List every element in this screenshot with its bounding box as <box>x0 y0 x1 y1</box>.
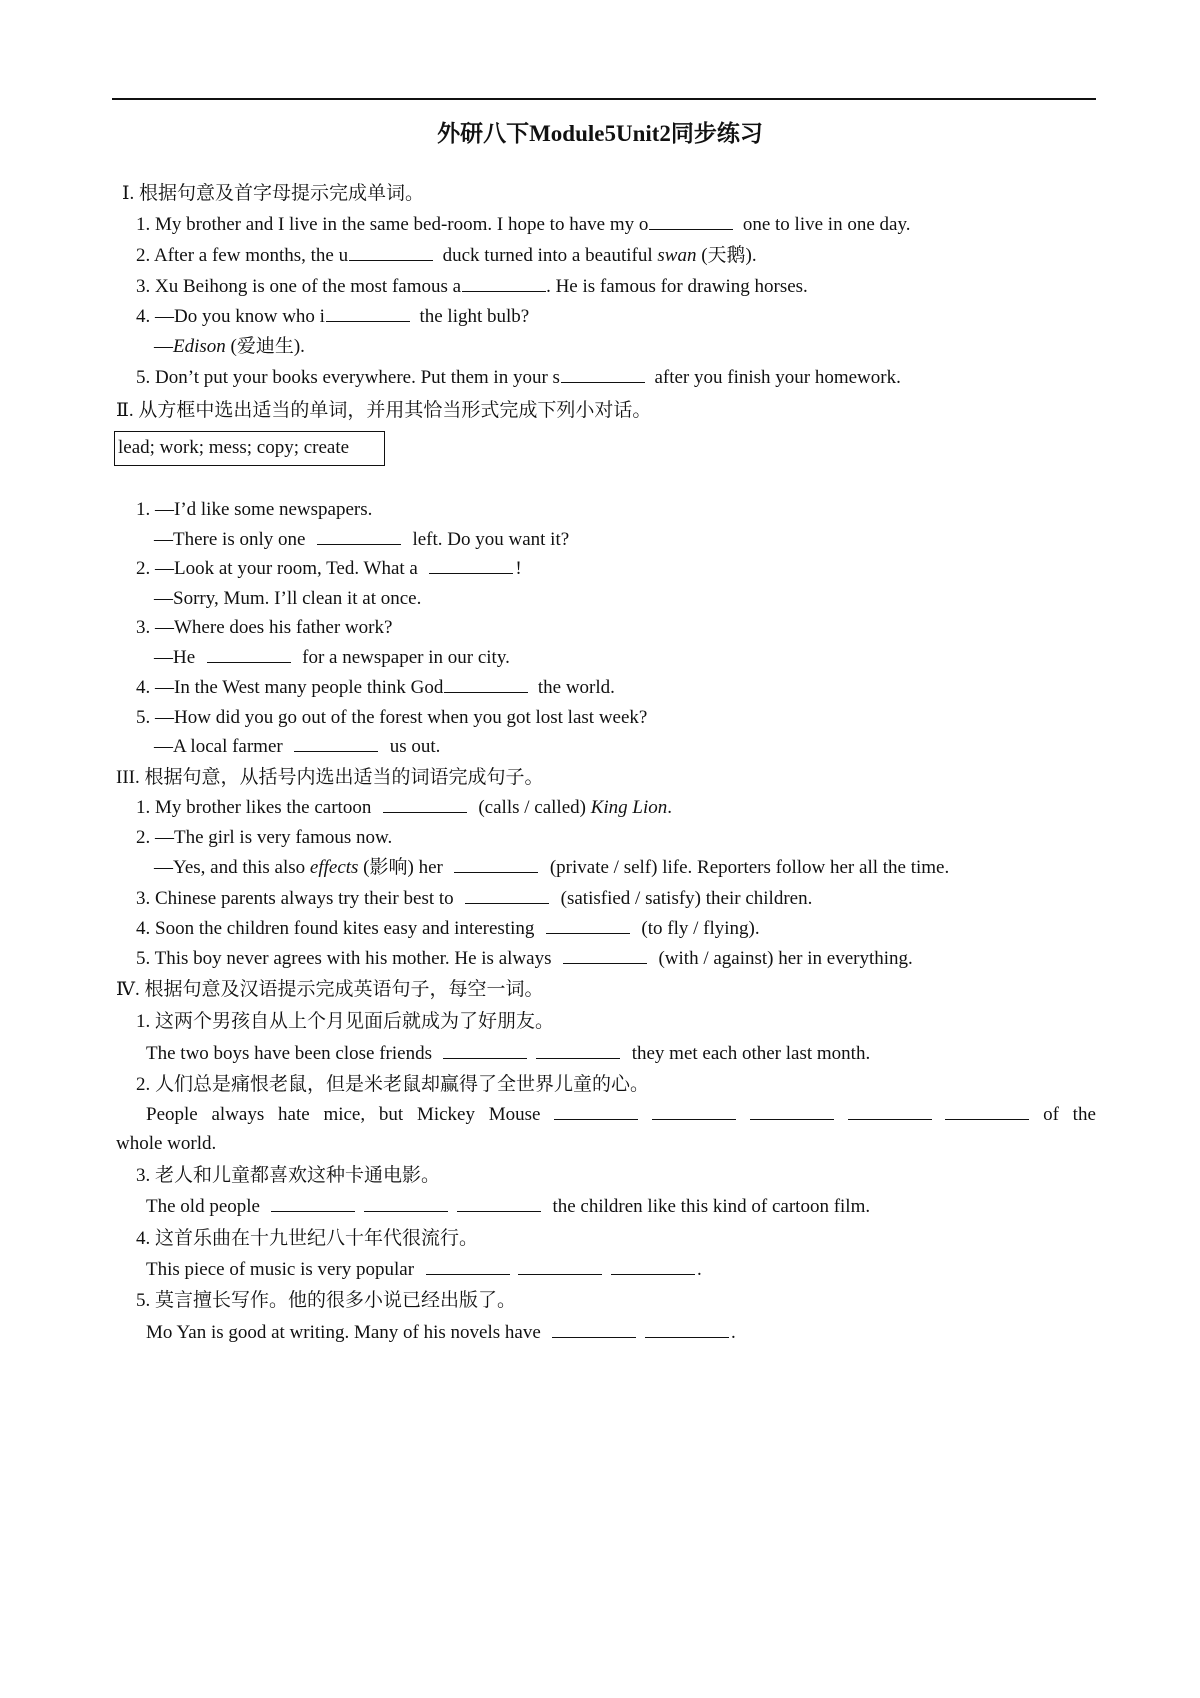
italic-title: King Lion <box>590 797 668 818</box>
answer-blank[interactable] <box>561 365 645 383</box>
s3-question-3 <box>136 886 812 912</box>
answer-blank[interactable] <box>317 527 401 545</box>
s1-question-2 <box>136 243 757 269</box>
word-box-text: lead; work; mess; copy; create <box>118 437 350 458</box>
answer-blank[interactable] <box>518 1257 602 1275</box>
word: hate <box>278 1104 310 1125</box>
dash: — <box>154 336 173 357</box>
answer-blank[interactable] <box>652 1102 736 1120</box>
answer-blank[interactable] <box>364 1194 448 1212</box>
answer-blank[interactable] <box>443 1041 527 1059</box>
s1-question-4-answer <box>154 334 305 360</box>
s2-question-3: 3. —Where does his father work? <box>136 617 393 638</box>
s4-question-2-english <box>146 1102 1096 1128</box>
word: the <box>1072 1104 1096 1125</box>
answer-blank[interactable] <box>426 1257 510 1275</box>
answer-blank[interactable] <box>429 556 513 574</box>
gloss: (爱迪生). <box>230 336 305 357</box>
s4-question-1-chinese: 1. 这两个男孩自从上个月见面后就成为了好朋友。 <box>136 1011 555 1032</box>
answer-blank[interactable] <box>444 675 528 693</box>
answer-blank[interactable] <box>462 274 546 292</box>
answer-blank[interactable] <box>465 886 549 904</box>
s1-q4-text: 4. —Do you know who i <box>136 306 325 327</box>
s4-question-1-english <box>146 1041 870 1067</box>
s1-q1-rest: one to live in one day. <box>742 214 911 235</box>
s3-question-1 <box>136 795 672 821</box>
gloss: (天鹅). <box>701 245 757 266</box>
s2-question-1-reply <box>154 527 569 553</box>
word-box <box>114 431 385 466</box>
s1-q2-text: 2. After a few months, the u <box>136 245 349 266</box>
word: but <box>378 1104 404 1125</box>
answer-blank[interactable] <box>536 1041 620 1059</box>
s3-q4-text: 4. Soon the children found kites easy and interesting <box>136 918 535 939</box>
italic-word: swan <box>657 245 697 266</box>
answer-blank[interactable] <box>271 1194 355 1212</box>
answer-blank[interactable] <box>848 1102 932 1120</box>
s2-q4-text: 4. —In the West many people think God <box>136 677 444 698</box>
s1-q5-text: 5. Don’t put your books everywhere. Put them in your s <box>136 367 560 388</box>
section-1-heading: Ⅰ. 根据句意及首字母提示完成单词。 <box>122 183 425 204</box>
s2-q2-text: 2. —Look at your room, Ted. What a <box>136 558 418 579</box>
s4-q4-text: This piece of music is very popular <box>146 1259 415 1280</box>
italic-word: effects <box>309 857 359 878</box>
s1-question-5 <box>136 365 901 391</box>
period: . <box>697 1259 702 1280</box>
s4-q1-rest: they met each other last month. <box>631 1043 871 1064</box>
s2-q4-rest: the world. <box>537 677 615 698</box>
word: of <box>1043 1104 1059 1125</box>
answer-blank[interactable] <box>552 1320 636 1338</box>
s1-q5-rest: after you finish your homework. <box>654 367 901 388</box>
answer-blank[interactable] <box>554 1102 638 1120</box>
s1-question-3 <box>136 274 808 300</box>
s4-question-2-continuation: whole world. <box>116 1133 217 1154</box>
s3-q5-options: (with / against) her in everything. <box>658 948 913 969</box>
s4-question-5-english <box>146 1320 736 1346</box>
answer-blank[interactable] <box>207 645 291 663</box>
italic-word: Edison <box>173 336 226 357</box>
answer-blank[interactable] <box>457 1194 541 1212</box>
s4-q3-text: The old people <box>146 1196 260 1217</box>
exclamation: ! <box>515 558 522 579</box>
s4-question-3-english <box>146 1194 870 1220</box>
s4-question-5-chinese: 5. 莫言擅长写作。他的很多小说已经出版了。 <box>136 1290 517 1311</box>
word: Mouse <box>488 1104 541 1125</box>
s3-q1-options: (calls / called) <box>478 797 586 818</box>
answer-blank[interactable] <box>294 734 378 752</box>
s1-question-1 <box>136 212 910 238</box>
word: Mickey <box>416 1104 475 1125</box>
s3-q5-text: 5. This boy never agrees with his mother. He is always <box>136 948 552 969</box>
s4-question-2-chinese: 2. 人们总是痛恨老鼠，但是米老鼠却赢得了全世界儿童的心。 <box>136 1074 650 1095</box>
s1-question-4 <box>136 304 529 330</box>
s3-question-5 <box>136 946 913 972</box>
word: People <box>146 1104 198 1125</box>
s3-q1-text: 1. My brother likes the cartoon <box>136 797 372 818</box>
s3-question-2-reply <box>154 855 949 881</box>
s2-question-4 <box>136 675 615 701</box>
answer-blank[interactable] <box>383 795 467 813</box>
s2-q1-rest: left. Do you want it? <box>412 529 570 550</box>
section-4-heading: Ⅳ. 根据句意及汉语提示完成英语句子，每空一词。 <box>116 979 544 1000</box>
answer-blank[interactable] <box>945 1102 1029 1120</box>
s1-q1-text: 1. My brother and I live in the same bed-room. I hope to have my o <box>136 214 649 235</box>
answer-blank[interactable] <box>563 946 647 964</box>
period: . <box>667 797 673 818</box>
s1-q3-text: 3. Xu Beihong is one of the most famous a <box>136 276 462 297</box>
s2-question-1: 1. —I’d like some newspapers. <box>136 499 373 520</box>
s2-q3-text: —He <box>154 647 196 668</box>
s2-question-5-reply <box>154 734 440 760</box>
gloss: (影响) her <box>363 857 443 878</box>
s4-q3-rest: the children like this kind of cartoon film. <box>552 1196 871 1217</box>
answer-blank[interactable] <box>326 304 410 322</box>
s2-q5-rest: us out. <box>389 736 441 757</box>
answer-blank[interactable] <box>454 855 538 873</box>
answer-blank[interactable] <box>649 212 733 230</box>
s4-question-4-english <box>146 1257 702 1283</box>
s2-q3-rest: for a newspaper in our city. <box>302 647 510 668</box>
answer-blank[interactable] <box>611 1257 695 1275</box>
s3-question-2: 2. —The girl is very famous now. <box>136 827 393 848</box>
s3-q2-rest: (private / self) life. Reporters follow her all the time. <box>549 857 950 878</box>
s3-q3-options: (satisfied / satisfy) their children. <box>560 888 813 909</box>
page-title: 外研八下Module5Unit2同步练习 <box>437 121 763 146</box>
s1-q2-rest: duck turned into a beautiful <box>442 245 653 266</box>
answer-blank[interactable] <box>750 1102 834 1120</box>
top-rule <box>112 98 1096 100</box>
s2-q5-text: —A local farmer <box>154 736 283 757</box>
s3-q3-text: 3. Chinese parents always try their best to <box>136 888 454 909</box>
s1-q4-rest: the light bulb? <box>419 306 530 327</box>
answer-blank[interactable] <box>546 916 630 934</box>
section-3-heading: III. 根据句意，从括号内选出适当的词语完成句子。 <box>116 767 544 788</box>
section-2-heading: Ⅱ. 从方框中选出适当的单词，并用其恰当形式完成下列小对话。 <box>116 400 652 421</box>
s3-question-4 <box>136 916 760 942</box>
answer-blank[interactable] <box>349 243 433 261</box>
s3-q4-options: (to fly / flying). <box>641 918 760 939</box>
s4-question-4-chinese: 4. 这首乐曲在十九世纪八十年代很流行。 <box>136 1228 479 1249</box>
s2-q1-text: —There is only one <box>154 529 306 550</box>
word: mice, <box>323 1104 366 1125</box>
s2-question-5: 5. —How did you go out of the forest when you got lost last week? <box>136 707 648 728</box>
s1-q3-rest: . He is famous for drawing horses. <box>546 276 808 297</box>
s2-question-3-reply <box>154 645 510 671</box>
period: . <box>731 1322 736 1343</box>
s4-q1-text: The two boys have been close friends <box>146 1043 432 1064</box>
s4-question-3-chinese: 3. 老人和儿童都喜欢这种卡通电影。 <box>136 1165 441 1186</box>
s2-question-2 <box>136 556 522 582</box>
answer-blank[interactable] <box>645 1320 729 1338</box>
s3-q2-text: —Yes, and this also <box>154 857 306 878</box>
s2-question-2-reply: —Sorry, Mum. I’ll clean it at once. <box>154 588 422 609</box>
s4-q5-text: Mo Yan is good at writing. Many of his novels have <box>146 1322 541 1343</box>
word: always <box>211 1104 265 1125</box>
